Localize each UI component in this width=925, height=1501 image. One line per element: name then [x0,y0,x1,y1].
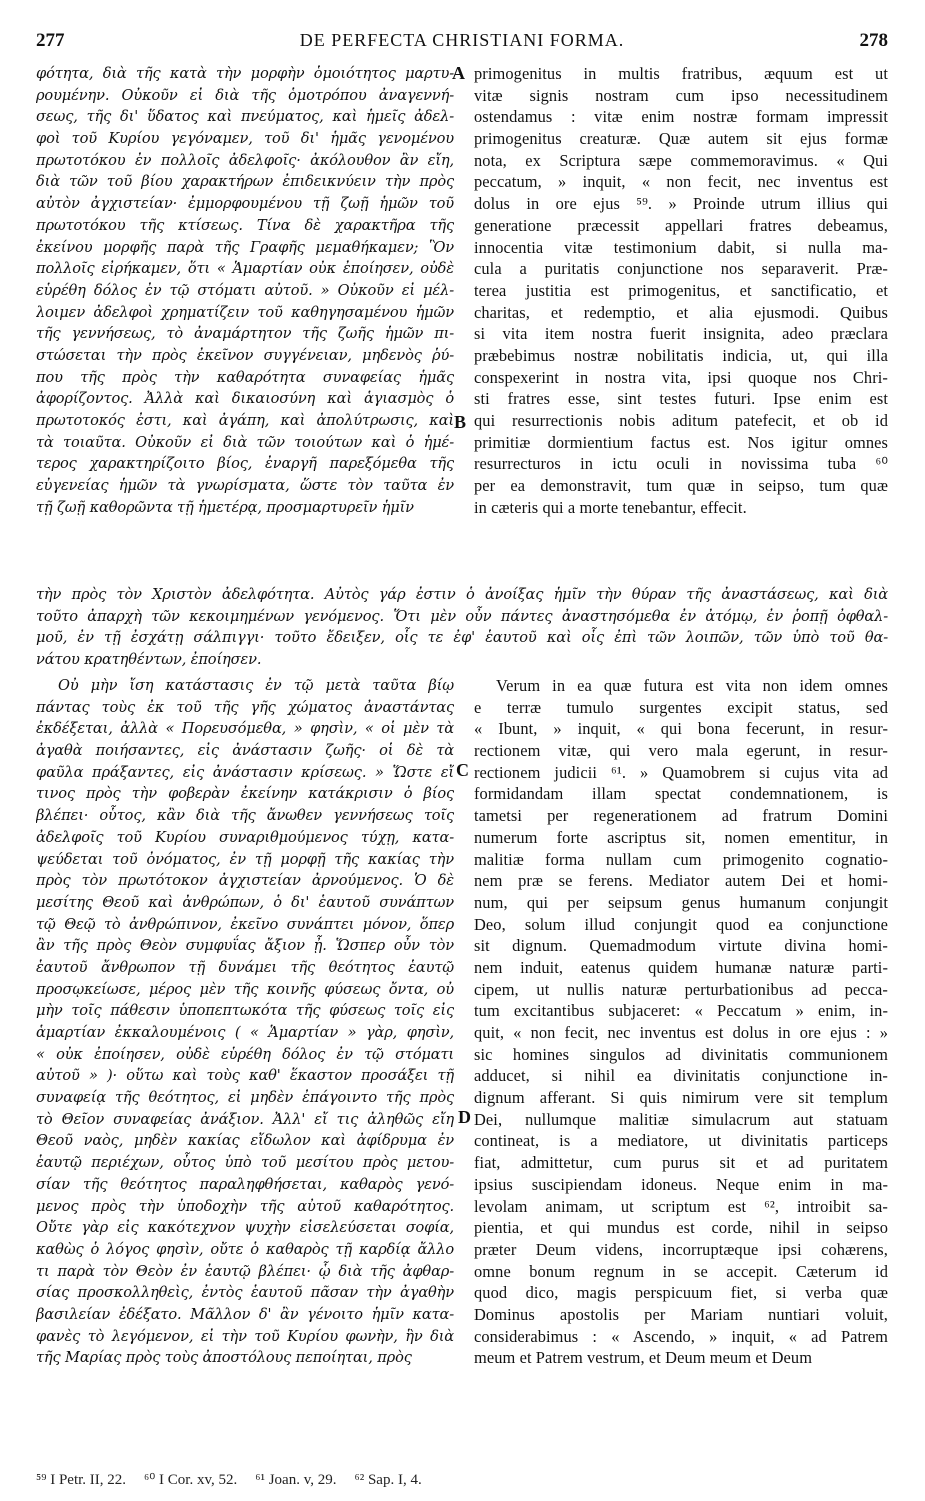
greek-text-line: φοὶ τοῦ Κυρίου γεγόναμεν, τοῦ δι' ἡμᾶς γενομένου [36,130,454,148]
latin-text-line: ostendamus : vitæ enim nostræ formam impressit [474,107,888,127]
latin-text-line: peccatum, » inquit, « non fecit, nec inventus est [474,172,888,192]
latin-text-line: Dei, nullumque malitiæ simulacrum aut statuam [474,1109,888,1129]
latin-text-line: Dominus apostolis per Mariam nuntiari voluit, [474,1304,888,1324]
latin-text-line: in cæteris qui a morte tenebantur, effecit. [474,497,747,517]
latin-text-line: si vita item nostra fuerit insignita, adeo præclara [474,324,888,344]
greek-text-line: τὴν πρὸς τὸν Χριστὸν ἀδελφότητα. Αὐτὸς γάρ ἐστιν ὁ ἀνοίξας ἡμῖν τὴν θύραν τῆς ἀναστάσεως, καὶ διὰ [36,586,888,603]
page-number-left: 277 [36,30,65,51]
greek-text-line: αὐτὸν ἀγχιστείαν· ἐμμορφουμένου τῇ ζωῇ ἡμῶν τοῦ [36,195,454,213]
margin-marker-a: A [452,63,465,83]
greek-text-line: ἀδελφοῖς τοῦ Κυρίου συναριθμούμενος τύχῃ, κατα- [36,828,454,846]
latin-text-line: nem præ se ferens. Mediator autem Dei et homi- [474,871,888,891]
greek-text-line: ἀγαθὰ ποιήσαντες, εἰς ἀνάστασιν ζωῆς· οἱ δὲ τὰ [36,742,454,760]
greek-text-line: ἑαυτοῦ ἄνθρωπον τῇ δυνάμει τῆς θεότητος ἑαυτῷ [36,958,454,976]
latin-text-line: nem induit, eatenus quidem humanæ naturæ parti- [474,957,888,977]
greek-text-line: εὐγενείας ἡμῶν τὰ γνωρίσματα, ὥστε τὸν ταῦτα ἐν [36,477,454,495]
greek-text-line: φότητα, διὰ τῆς κατὰ τὴν μορφὴν ὁμοιότητος μαρτυ- [36,65,454,82]
footnote: ⁵⁹ I Petr. II, 22. [36,1472,127,1488]
latin-text-line: omne bonum regnum in se accepit. Cæterum id [474,1261,888,1281]
latin-text-line: ipsius suscipiendam idoneus. Neque enim in ma- [474,1174,888,1194]
greek-text-line: συναφείᾳ τῆς θεότητος, εἰ μηδὲν ἐπάγοιντο τῆς πρὸς [36,1089,454,1107]
greek-text-line: εὑρέθη δόλος ἐν τῷ στόματι αὐτοῦ. » Οὐκοῦν εἰ μέλ- [36,281,454,299]
greek-text-line: μοῦ, ἐν τῇ ἐσχάτῃ σάλπιγγι· τοῦτο ἔδειξεν, οἷς τε ἐφ' ἑαυτοῦ καὶ οἷς ἐπὶ τῶν λοιπῶν, τῶν ὑπὸ τοῦ θα- [36,629,888,647]
page-number-right: 278 [859,30,888,51]
latin-column-bottom [474,675,888,1369]
greek-text-line: Οὐ μὴν ἴση κατάστασις ἐν τῷ μετὰ ταῦτα βίῳ [58,677,454,694]
latin-text-line: adducet, si nihil ea divinitatis conjunctione in- [474,1066,888,1086]
greek-text-line: μεσίτης Θεοῦ καὶ ἀνθρώπων, ὁ δι' ἑαυτοῦ συνάπτων [36,893,454,911]
greek-text-line: προσῳκείωσε, μέρος μὲν τῆς κοινῆς φύσεως ὄντα, οὐ [36,980,454,998]
latin-text-line: præter Deum videns, incorruptæque ipsi cohærens, [474,1239,888,1259]
latin-text-line: sic homines singulos ad divinitatis communionem [474,1044,888,1064]
latin-text-line: sti fratres esse, sint testes futuri. Ipse enim est [474,389,888,409]
latin-text-line: cula a puritatis conjunctione nos separaverit. Præ- [474,259,888,279]
greek-column-top [36,63,454,518]
greek-text-line: ρουμένην. Οὐκοῦν εἰ διὰ τῆς ὁμοτρόπου ἀναγεννή- [36,86,454,104]
greek-full-width-paragraph [36,584,888,671]
latin-text-line: nota, ex Scriptura sæpe commemoravimus. « Qui [474,150,888,170]
greek-text-line: φαῦλα πράξαντες, εἰς ἀνάστασιν κρίσεως. » Ὥστε εἴ [36,763,454,781]
latin-text-line: levolam animam, ut scriptum est ⁶², introibit sa- [474,1196,888,1216]
footnote: ⁶¹ Joan. v, 29. [255,1472,337,1488]
greek-text-line: καθὼς ὁ λόγος φησὶν, οὔτε ὁ καθαρὸς τῇ καρδίᾳ ἄλλο [36,1240,454,1258]
greek-text-line: τῷ Θεῷ τὸ ἀνθρώπινον, ἐκεῖνο συνάπτει μόνον, ὅπερ [36,915,454,933]
greek-text-line: ψεύδεται τοῦ ὀνόματος, ἐν τῇ μορφῇ τῆς κακίας τὴν [36,850,454,868]
greek-text-line: πολλοῖς εἰρήκαμεν, ὅτι « Ἁμαρτίαν οὐκ ἐποίησεν, οὐδὲ [36,260,454,278]
latin-text-line: primitiæ dormientium factus est. Nos igitur omnes [474,432,888,452]
latin-text-line: num, qui per seipsum genus humanum conjungit [474,892,888,912]
latin-text-line: primogenitus in multis fratribus, æquum est ut [474,64,888,83]
latin-column-top [474,63,888,518]
latin-text-line: meum et Patrem vestrum, et Deum meum et Deum [474,1348,813,1368]
greek-text-line: πρωτοτοκός ἐστι, καὶ ἀγάπη, καὶ ἀπολύτρωσις, καὶ [36,412,454,429]
latin-text-line: vitæ signis nostram cum ipso necessitudinem [474,85,888,105]
greek-text-line: ἐκείνου μορφῆς παρὰ τῆς Γραφῆς μεμαθήκαμεν; Ὃν [36,238,454,256]
latin-text-line: « Ibunt, » inquit, « qui bona fecerunt, in resur- [474,719,888,739]
latin-text-line: qui resurrectionis nobis aditum patefecit, et ob id [474,411,888,430]
greek-text-line: πρωτοτόκου τῆς κτίσεως. Τίνα δὲ χαρακτῆρα τῆς [36,216,454,234]
greek-text-line: λοιμεν ἀδελφοὶ χρηματίζειν τοῦ καθηγησαμένου ἡμῶν [36,303,454,321]
margin-marker-c: C [456,760,469,780]
greek-text-line: Οὔτε γὰρ εἰς κακότεχνον ψυχὴν εἰσελεύσεται σοφία, [36,1219,454,1237]
greek-text-line: βασιλείαν ἐδέξατο. Μᾶλλον δ' ἂν γένοιτο ἡμῖν κατα- [36,1305,454,1323]
latin-text-line: Deo, solum illud conjungit quod ea conjunctione [474,914,888,934]
latin-text-line: cipem, ut nullis naturæ perturbationibus ad pecca- [474,979,888,999]
latin-text-line: per ea demonstravit, tum quæ in seipso, tum quæ [474,476,888,496]
latin-text-line: numerum forte ascriptus sit, nomen ementitur, in [474,827,888,847]
latin-text-line: sit dignum. Quemadmodum virtute divina homi- [474,936,888,956]
latin-text-line: Verum in ea quæ futura est vita non idem omnes [496,676,888,695]
latin-text-line: rectionem judicii ⁶¹. » Quamobrem si cujus vita ad [474,762,888,782]
greek-text-line: διὰ τῶν τοῦ βίου χαρακτήρων ἐπιδεικνύειν τὴν πρὸς [36,173,454,191]
latin-text-line: fiat, admittetur, cum purus sit et ad puritatem [474,1153,888,1173]
margin-marker-b: B [454,412,467,432]
greek-text-line: μενος πρὸς τὴν ὑποδοχὴν τῆς αὐτοῦ καθαρότητος. [36,1197,454,1215]
greek-text-line: μὴν τοῖς πάθεσιν ὑποπεπτωκότα τῆς φύσεως τοῖς εἰς [36,1002,454,1020]
latin-text-line: quod dico, magis perspicuum fiet, si verba quæ [474,1283,888,1303]
latin-text-line: resurrecturos in ictu oculi in novissima tuba ⁶⁰ [474,454,888,474]
greek-text-line: τινος πρὸς τὴν φοβερὰν ἐκείνην κατάκρισιν ὁ βίος [36,785,454,803]
latin-text-line: dolus in ore ejus ⁵⁹. » Proinde utrum illius qui [474,194,888,214]
latin-text-line: charitas, et redemptio, et alia ejusmodi. Quibus [474,302,888,322]
greek-text-line: που τῆς πρὸς τὴν καθαρότητα συναφείας ἡμᾶς [36,368,454,386]
greek-text-line: ἐκδέξεται, ἀλλὰ « Πορευσόμεθα, » φησὶν, « οἱ μὲν τὰ [36,720,454,738]
running-title: DE PERFECTA CHRISTIANI FORMA. [299,30,625,50]
greek-text-line: τὸ Θεῖον συναφείας ἀνάξιον. Ἀλλ' εἴ τις ἀληθῶς εἴη [36,1110,454,1128]
latin-text-line: malitiæ forma nullam cum primogenito cognatio- [474,849,888,869]
footnote: ⁶⁰ I Cor. xv, 52. [144,1472,238,1488]
greek-text-line: στώσεται τὴν πρὸς ἐκεῖνον συγγένειαν, μηδενὸς ῥύ- [36,346,454,364]
page-header [36,16,888,51]
greek-text-line: ἂν τῆς πρὸς Θεὸν συμφυΐας ἄξιον ᾖ. Ὥσπερ οὖν τὸν [36,937,454,955]
latin-text-line: terea justitia est primogenitus, et sanctificatio, et [474,280,888,300]
greek-text-line: τῆς γεννήσεως, τὸ ἀναμάρτητον τῆς ζωῆς ἡμῶν πι- [36,325,454,343]
latin-text-line: e terræ tumulo surgentes excipit status, sed [474,697,888,717]
greek-text-line: σίας προσκολληθεὶς, ἐντὸς ἑαυτοῦ πᾶσαν τὴν ἀγαθὴν [36,1284,454,1302]
greek-text-line: πρὸς τὸν πρωτότοκον ἀγχιστείαν ἀρνούμενος. Ὁ δὲ [36,872,454,890]
greek-text-line: πάντας τοὺς ἐκ τοῦ τῆς γῆς χώματος ἀναστάντας [36,698,454,716]
latin-text-line: primogenitus creaturæ. Quæ autem sit ejus formæ [474,129,888,149]
greek-text-line: νάτου κρατηθέντων, ἐποίησεν. [36,651,262,669]
latin-text-line: præbebimus nostræ nobilitatis indicia, ut, qui illa [474,345,888,365]
footnote: ⁶² Sap. I, 4. [354,1472,422,1488]
greek-text-line: φανὲς τὸ λεγόμενον, εἰ τὴν τοῦ Κυρίου φωνὴν, ἣν διὰ [36,1327,454,1345]
latin-text-line: tum excitantibus subjaceret: « Peccatum » enim, in- [474,1001,888,1021]
greek-text-line: τερος χαρακτηρίζοιτο βίος, ἐναργῆ παρεξόμεθα τῆς [36,455,454,473]
greek-text-line: ἀφορίζοντος. Ἀλλὰ καὶ δικαιοσύνη καὶ ἁγιασμὸς ὁ [36,390,454,408]
greek-text-line: « οὐκ ἐποίησεν, οὐδὲ εὑρέθη δόλος ἐν τῷ στόματι [36,1045,454,1063]
greek-text-line: ἑαυτῷ περιέχων, οὗτος ὑπὸ τοῦ μεσίτου πρὸς μετου- [36,1154,454,1172]
greek-text-line: ἁμαρτίαν ἐκκαλουμένοις ( « Ἁμαρτίαν » γὰρ, φησὶν, [36,1024,454,1041]
latin-text-line: pientia, et qui mundus est corde, nihil in seipso [474,1218,888,1238]
latin-text-line: formidandam illam spectat condemnationem, is [474,784,888,804]
greek-column-bottom [36,675,454,1369]
latin-text-line: quit, « non fecit, nec inventus est dolus in ore ejus : » [474,1023,888,1042]
latin-text-line: conspexerint in nostra vita, ipsi quoque nos Chri- [474,367,888,387]
latin-text-line: rectionem vitæ, qui vero mala egerunt, in resur- [474,741,888,761]
greek-text-line: τὰ τοιαῦτα. Οὐκοῦν εἰ διὰ τῶν τοιούτων καὶ ὁ ἡμέ- [36,433,454,451]
latin-text-line: innocentia vitæ testimonium dabit, si nulla ma- [474,237,888,257]
greek-text-line: αὐτοῦ » )· οὕτω καὶ τοὺς καθ' ἕκαστον προσάξει τῇ [36,1067,454,1085]
footnotes [36,1470,888,1489]
greek-text-line: σεως, τῆς δι' ὕδατος καὶ πνεύματος, καὶ ἡμεῖς ἀδελ- [36,108,454,126]
greek-text-line: Θεοῦ ναὸς, μηδὲν κακίας εἴδωλον καὶ ἀφίδρυμα ἐν [36,1132,454,1150]
greek-text-line: πρωτοτόκου ἐν πολλοῖς ἀδελφοῖς· ἀκόλουθον ἂν εἴη, [36,151,454,169]
greek-text-line: βλέπει· οὗτος, κἂν διὰ τῆς ἄνωθεν γεννήσεως τοῖς [36,807,454,825]
greek-text-line: τῇ ζωῇ καθορῶντα τῇ ἡμετέρᾳ, προσμαρτυρεῖν ἡμῖν [36,498,414,516]
greek-text-line: τι παρὰ τὸν Θεὸν ἐν ἑαυτῷ βλέπει· ᾧ διὰ τῆς ἀφθαρ- [36,1262,454,1280]
greek-text-line: τῆς Μαρίας πρὸς τοὺς ἀποστόλους πεποίηται, πρὸς [36,1349,412,1367]
latin-text-line: considerabimus : « Ascendo, » inquit, « ad Patrem [474,1326,888,1346]
latin-text-line: tametsi per regenerationem ad fratrum Domini [474,806,888,826]
latin-text-line: contineat, is a mediatore, ut divinitatis particeps [474,1131,888,1151]
latin-text-line: dignum afferant. Si quis nimirum vere sit templum [474,1088,888,1108]
greek-text-line: σίαν τῆς θεότητος παραληφθήσεται, καθαρὸς γενό- [36,1175,454,1193]
greek-text-line: τοῦτο ἀπαρχὴ τῶν κεκοιμημένων γενόμενος. Ὅτι μὲν οὖν πάντες ἀναστησόμεθα ἐν ἀτόμῳ, ἐν ῥοπῇ ὀφθαλ- [36,607,888,625]
latin-text-line: generatione præcessit appellari fratres debeamus, [474,215,888,235]
margin-marker-d: D [458,1107,471,1127]
